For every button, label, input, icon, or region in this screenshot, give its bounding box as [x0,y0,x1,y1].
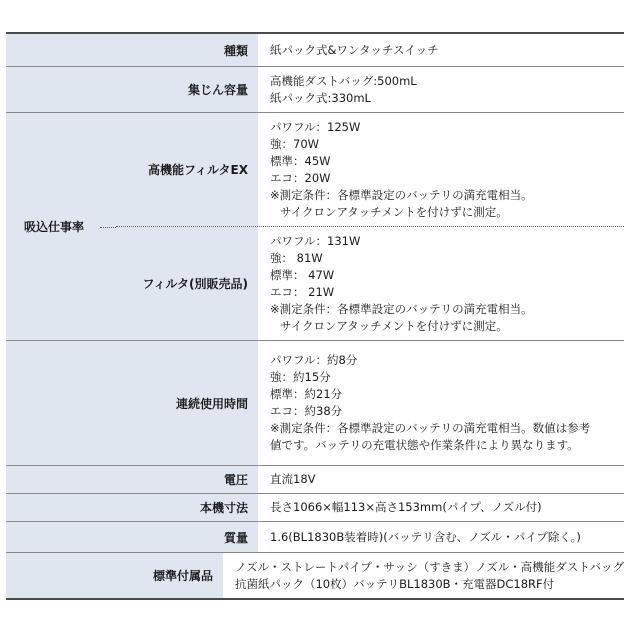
label-capacity: 集じん容量 [6,67,258,112]
label-runtime: 連続使用時間 [6,341,258,465]
label-accessories: 標準付属品 [6,553,223,598]
label-voltage: 電圧 [6,466,258,493]
value-type: 紙パック式&ワンタッチスイッチ [270,42,439,57]
row-type [6,32,624,67]
value-mass: 1.6(BL1830B装着時)(バッテリ含む、ノズル・パイプ除く。) [270,529,581,544]
value-filter-ex: パワフル：125W 強：70W 標準：45W エコ：20W ※測定条件：各標準設定のバッテリの満充電相当。 サイクロンアタッチメントを付けずに測定。 [270,119,533,219]
label-dimensions: 本機寸法 [6,494,258,521]
row-dimensions [6,494,624,522]
row-voltage [6,466,624,494]
label-suction: 吸込仕事率 [6,113,116,340]
row-runtime [6,341,624,466]
label-type: 種類 [6,34,258,66]
label-mass: 質量 [6,522,258,552]
row-capacity [6,67,624,113]
suction-body [116,113,624,340]
row-filter-sold [116,226,624,340]
value-filter-sold: パワフル：131W 強： 81W 標準： 47W エコ： 21W ※測定条件：各標準設定のバッテリの満充電相当。 サイクロンアタッチメントを付けずに測定。 [270,233,533,333]
value-dimensions: 長さ1066×幅113×高さ153mm(パイプ、ノズル付) [270,500,542,514]
row-mass [6,522,624,553]
value-accessories: ノズル・ストレートパイプ・サッシ（すきま）ノズル・高機能ダストバッグ 抗菌紙パック（10枚）バッテリBL1830B・充電器DC18RF付 [234,559,624,591]
row-suction [6,113,624,341]
value-voltage: 直流18V [270,472,316,486]
row-accessories [6,553,624,600]
value-runtime: パワフル：約8分 強：約15分 標準：約21分 エコ：約38分 ※測定条件：各標準設定のバッテリの満充電相当。数値は参考 値です。バッテリの充電状態や作業条件により異なります。 [270,353,591,452]
row-filter-ex [116,113,624,226]
value-capacity: 高機能ダストバッグ:500mL 紙パック式:330mL [270,73,417,105]
label-filter-ex: 高機能フィルタEX [116,113,258,226]
spec-table [6,32,624,600]
label-filter-sold: フィルタ(別販売品) [116,227,258,340]
